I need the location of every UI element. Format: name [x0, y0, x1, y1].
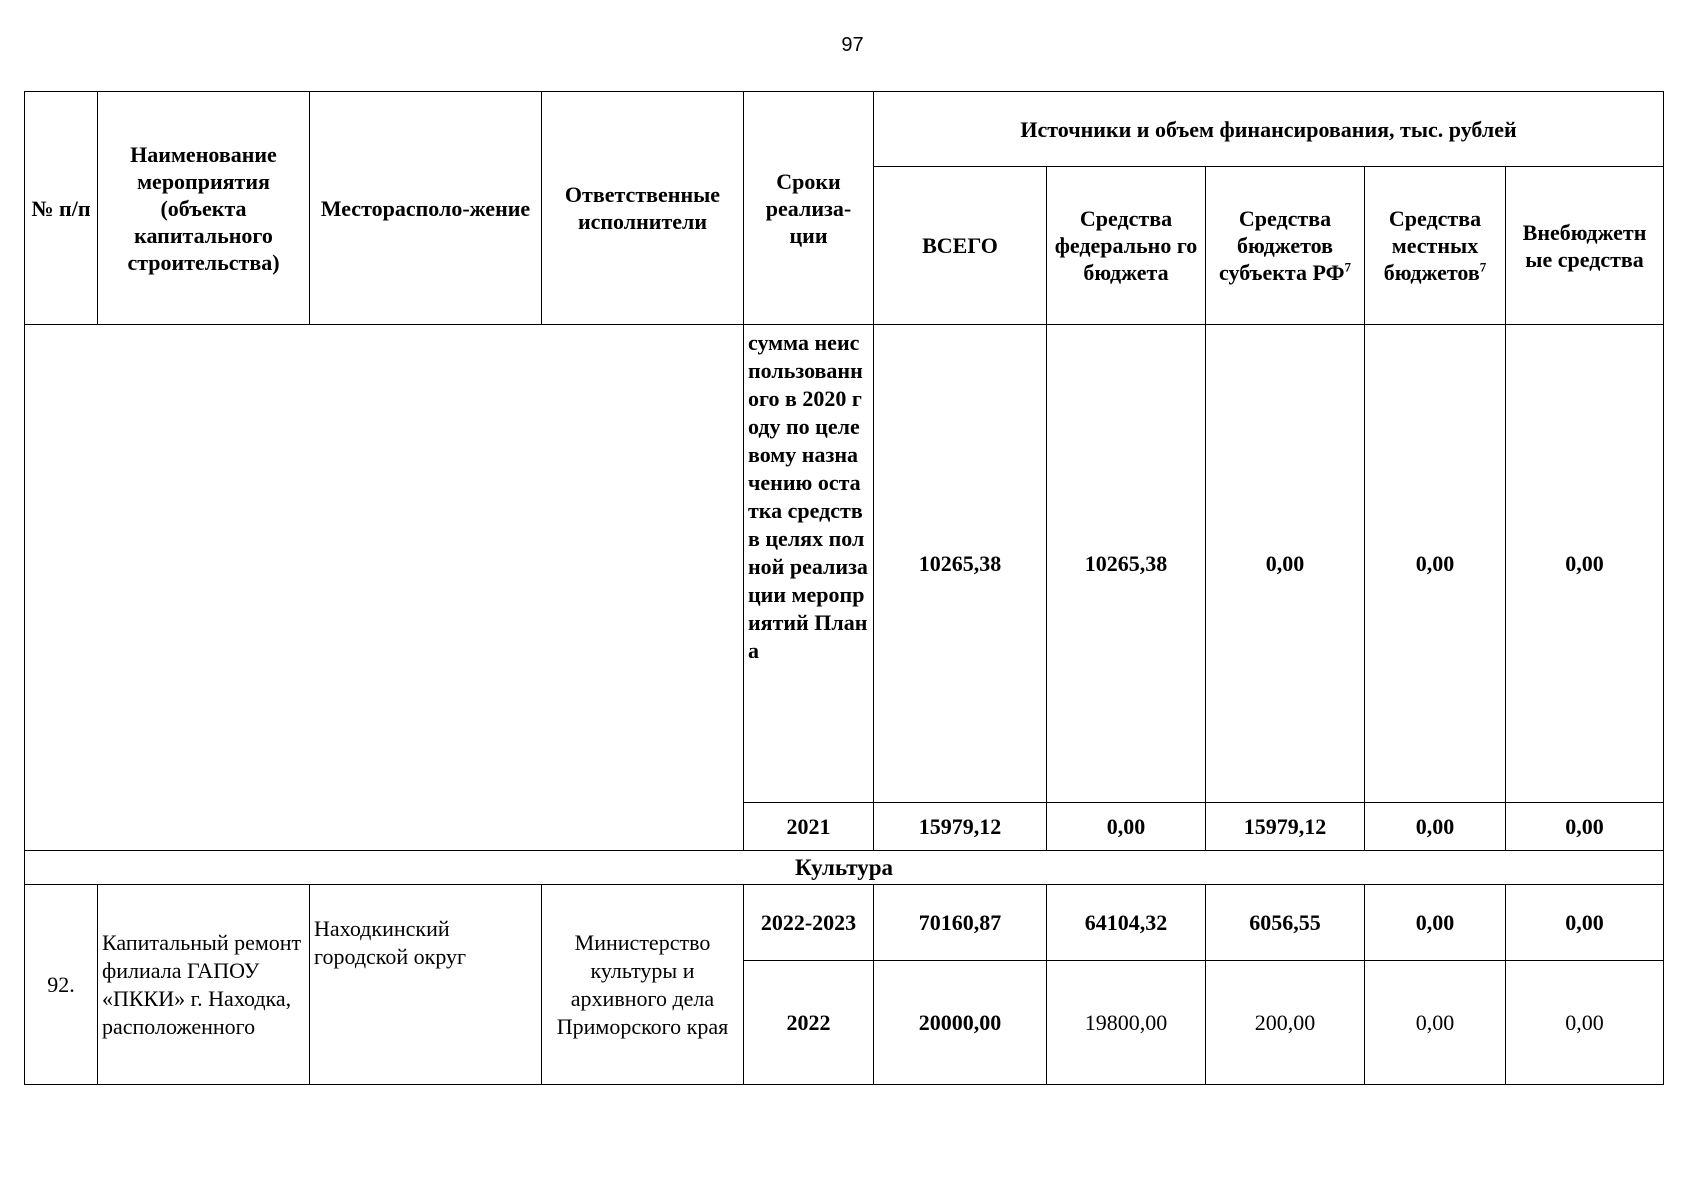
row-total: 10265,38: [874, 325, 1047, 803]
item-row-extra: 0,00: [1506, 885, 1664, 961]
header-local-footnote: 7: [1479, 259, 1487, 275]
row-term: сумма неиспользованного в 2020 году по целевому назначению остатка средств в целях полной реализации мероприятий Плана: [744, 325, 874, 803]
header-federal: Средства федерально го бюджета: [1047, 167, 1206, 325]
row-federal: 10265,38: [1047, 325, 1206, 803]
row-extra: 0,00: [1506, 325, 1664, 803]
header-extra: Внебюджетн ые средства: [1506, 167, 1664, 325]
item-location: Находкинский городской округ: [310, 885, 542, 1085]
header-terms: Сроки реализа-ции: [744, 92, 874, 325]
header-location: Месторасполо-жение: [310, 92, 542, 325]
header-number: № п/п: [25, 92, 98, 325]
table-row: [25, 885, 1664, 961]
header-responsible: Ответственные исполнители: [542, 92, 744, 325]
row-extra: 0,00: [1506, 803, 1664, 851]
row-local: 0,00: [1365, 803, 1506, 851]
item-row-term: 2022-2023: [744, 885, 874, 961]
section-row: [25, 851, 1664, 885]
item-row-term: 2022: [744, 961, 874, 1085]
item-row-federal: 64104,32: [1047, 885, 1206, 961]
item-name: Капитальный ремонт филиала ГАПОУ «ПККИ» г. Находка, расположенного: [98, 885, 310, 1085]
item-row-extra: 0,00: [1506, 961, 1664, 1085]
item-row-local: 0,00: [1365, 961, 1506, 1085]
item-row-total: 20000,00: [874, 961, 1047, 1085]
row-subject: 15979,12: [1206, 803, 1365, 851]
header-local-text: Средства местных бюджетов: [1383, 206, 1482, 285]
header-subject: [1206, 167, 1365, 325]
item-row-subject: 6056,55: [1206, 885, 1365, 961]
financing-table: [24, 91, 1664, 1085]
item-row-subject: 200,00: [1206, 961, 1365, 1085]
item-row-federal: 19800,00: [1047, 961, 1206, 1085]
header-local: [1365, 167, 1506, 325]
page-number: 97: [841, 34, 864, 56]
header-sources: Источники и объем финансирования, тыс. рублей: [874, 92, 1664, 167]
row-total: 15979,12: [874, 803, 1047, 851]
header-subject-text: Средства бюджетов субъекта РФ: [1219, 206, 1345, 285]
header-subject-footnote: 7: [1344, 259, 1351, 275]
item-row-local: 0,00: [1365, 885, 1506, 961]
row-local: 0,00: [1365, 325, 1506, 803]
item-row-total: 70160,87: [874, 885, 1047, 961]
header-total: ВСЕГО: [874, 167, 1047, 325]
header-row-1: [25, 92, 1664, 167]
row-term: 2021: [744, 803, 874, 851]
table-row: [25, 325, 1664, 803]
empty-continuation-cell: [25, 325, 744, 851]
section-title: Культура: [25, 851, 1664, 885]
row-subject: 0,00: [1206, 325, 1365, 803]
item-number: 92.: [25, 885, 98, 1085]
header-name: Наименование мероприятия (объекта капитального строительства): [98, 92, 310, 325]
item-responsible: Министерство культуры и архивного дела Приморского края: [542, 885, 744, 1085]
row-federal: 0,00: [1047, 803, 1206, 851]
